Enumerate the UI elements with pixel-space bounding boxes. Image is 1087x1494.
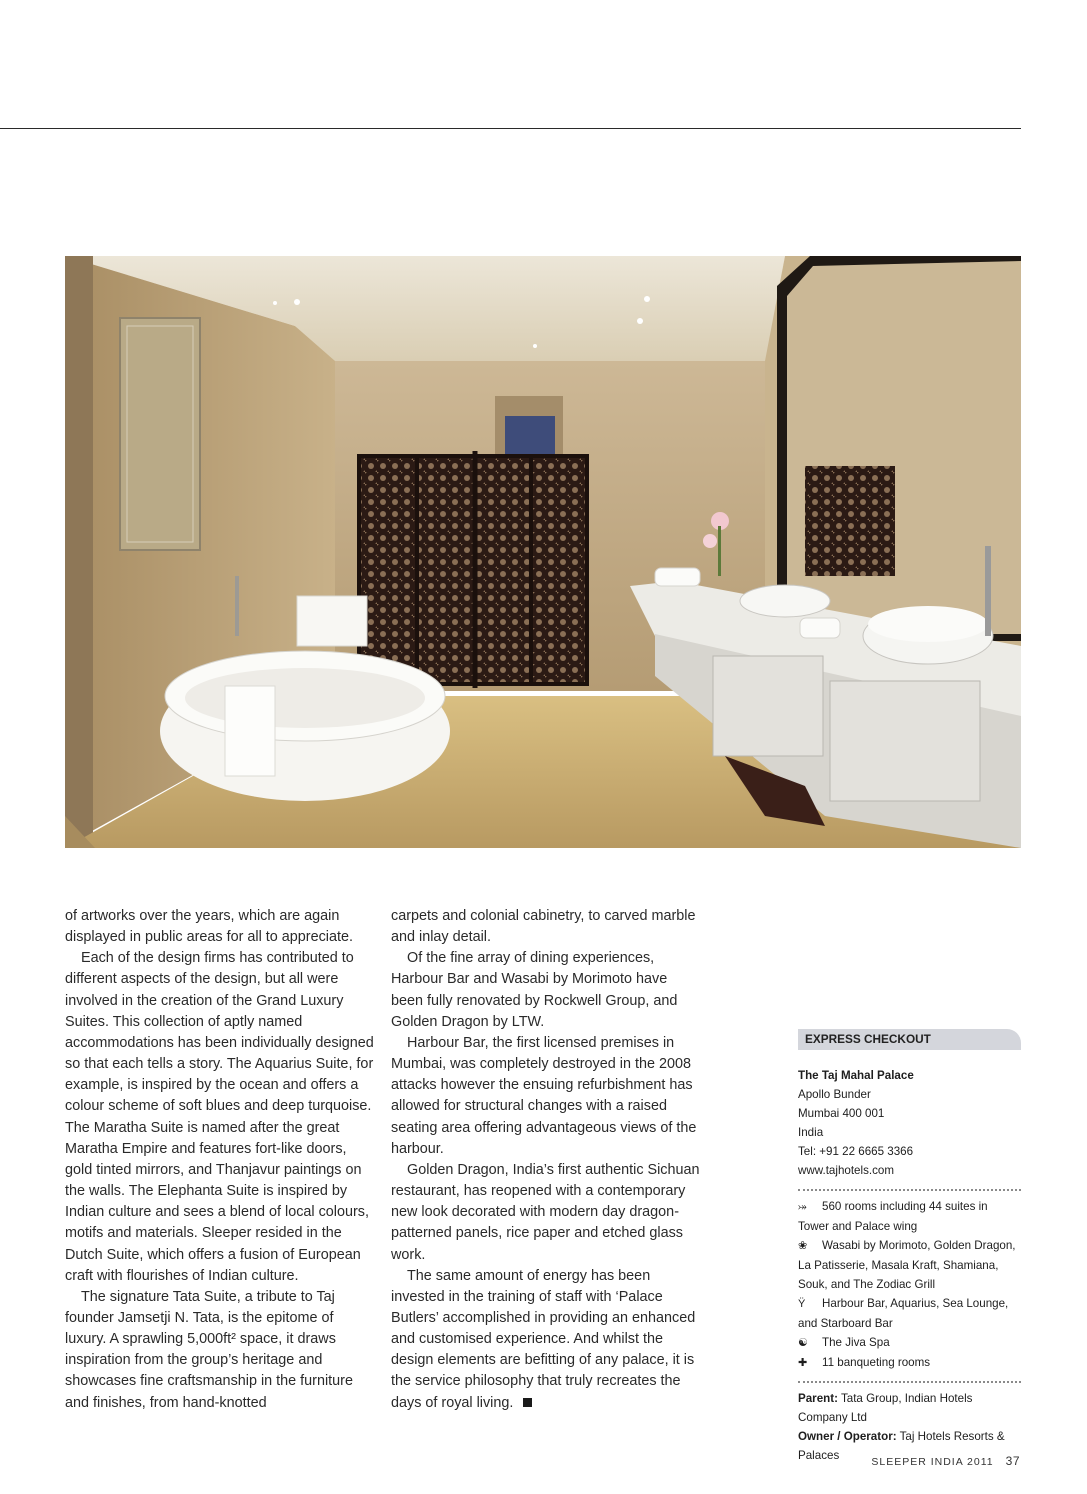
article-paragraph: The signature Tata Suite, a tribute to Taj founder Jamsetji N. Tata, is the epitome of luxury. A sprawling 5,000ft² space, it draws inspiration from the group’s heritage and showcases fine craftsmanship in the furniture and finishes, from hand-knotted — [65, 1288, 353, 1411]
owner-label: Owner / Operator: — [798, 1429, 897, 1443]
feature-spa — [798, 1333, 1021, 1353]
address-line: Apollo Bunder — [798, 1088, 871, 1102]
feature-banquet — [798, 1353, 1021, 1373]
feature-text: The Jiva Spa — [822, 1335, 890, 1349]
hotel-address — [798, 1066, 1021, 1181]
bed-icon: ⤖ — [798, 1200, 807, 1213]
website: www.tajhotels.com — [798, 1164, 895, 1178]
cocktail-icon: Ÿ — [798, 1297, 806, 1310]
end-mark-icon — [523, 1398, 532, 1407]
article-paragraph: Golden Dragon, India’s first authentic Sichuan restaurant, has reopened with a contemporary new look decorated with modern day dragon-patterned panels, rice paper and etched glass work. — [391, 1161, 700, 1263]
top-rule — [0, 128, 1021, 129]
feature-text: 560 rooms including 44 suites in Tower and Palace wing — [798, 1199, 988, 1233]
dotted-divider — [798, 1381, 1021, 1383]
express-checkout-box — [798, 1029, 1021, 1465]
article-column-1 — [65, 906, 375, 1414]
hotel-name: The Taj Mahal Palace — [798, 1069, 914, 1082]
magazine-name: SLEEPER INDIA 2011 — [871, 1456, 994, 1468]
hotel-features — [798, 1197, 1021, 1373]
feature-text: 11 banqueting rooms — [822, 1355, 931, 1369]
bathroom-photo — [65, 256, 1021, 848]
parent-value: Tata Group, Indian Hotels Company Ltd — [798, 1391, 973, 1424]
banquet-icon: ✚ — [798, 1356, 808, 1369]
page-folio — [871, 1454, 1020, 1468]
feature-bars — [798, 1294, 1021, 1333]
parent-label: Parent: — [798, 1391, 838, 1405]
feature-text: Harbour Bar, Aquarius, Sea Lounge, and Starboard Bar — [798, 1296, 1009, 1330]
express-checkout-header — [798, 1029, 1021, 1050]
feature-text: Wasabi by Morimoto, Golden Dragon, La Patisserie, Masala Kraft, Shamiana, Souk, and The Zodiac Grill — [798, 1238, 1016, 1291]
article-column-2 — [391, 906, 701, 1414]
address-line: Mumbai 400 001 — [798, 1107, 885, 1121]
article-paragraph-last — [391, 1266, 701, 1414]
telephone: Tel: +91 22 6665 3366 — [798, 1145, 914, 1159]
parent-line — [798, 1389, 1021, 1427]
owner-value: Taj Hotels Resorts & Palaces — [798, 1429, 1005, 1462]
dining-icon: ❀ — [798, 1239, 808, 1252]
feature-dining — [798, 1236, 1021, 1294]
article-paragraph: Harbour Bar, the first licensed premises in Mumbai, was completely destroyed in the 2008 attacks however the ensuing refurbishment has allowed for structural changes with a raised seating area offering advantageous views of the harbour. — [391, 1034, 697, 1157]
article-paragraph: Of the fine array of dining experiences, Harbour Bar and Wasabi by Morimoto have been fully renovated by Rockwell Group, and Golden Dragon by LTW. — [391, 950, 678, 1030]
page-number: 37 — [1005, 1454, 1020, 1468]
article-paragraph: of artworks over the years, which are again displayed in public areas for all to appreciate. — [65, 908, 353, 946]
address-line: India — [798, 1126, 824, 1140]
dotted-divider — [798, 1189, 1021, 1191]
article-paragraph-text: The same amount of energy has been invested in the training of staff with ‘Palace Butlers’ accomplished in providing an enhanced and customised experience. And whilst the design elements are befitting of any palace, it is the service philosophy that truly recreates the days of royal living. — [391, 1267, 696, 1411]
article-paragraph: Each of the design firms has contributed to different aspects of the design, but all were involved in the creation of the Grand Luxury Suites. This collection of aptly named accommodations has been individually designed so that each tells a story. The Aquarius Suite, for example, is inspired by the ocean and offers a colour scheme of soft blues and deep turquoise. The Maratha Suite is named after the great Maratha Empire and features fort-like doors, gold tinted mirrors, and Thanjavur paintings on the walls. The Elephanta Suite is inspired by Indian culture and sees a blend of local colours, motifs and materials. Sleeper resided in the Dutch Suite, which offers a fusion of European craft with flourishes of Indian culture. — [65, 950, 374, 1284]
article-paragraph: carpets and colonial cabinetry, to carved marble and inlay detail. — [391, 908, 696, 946]
express-checkout-title: EXPRESS CHECKOUT — [805, 1032, 931, 1046]
spa-icon: ☯ — [798, 1336, 808, 1349]
feature-rooms — [798, 1197, 1021, 1236]
